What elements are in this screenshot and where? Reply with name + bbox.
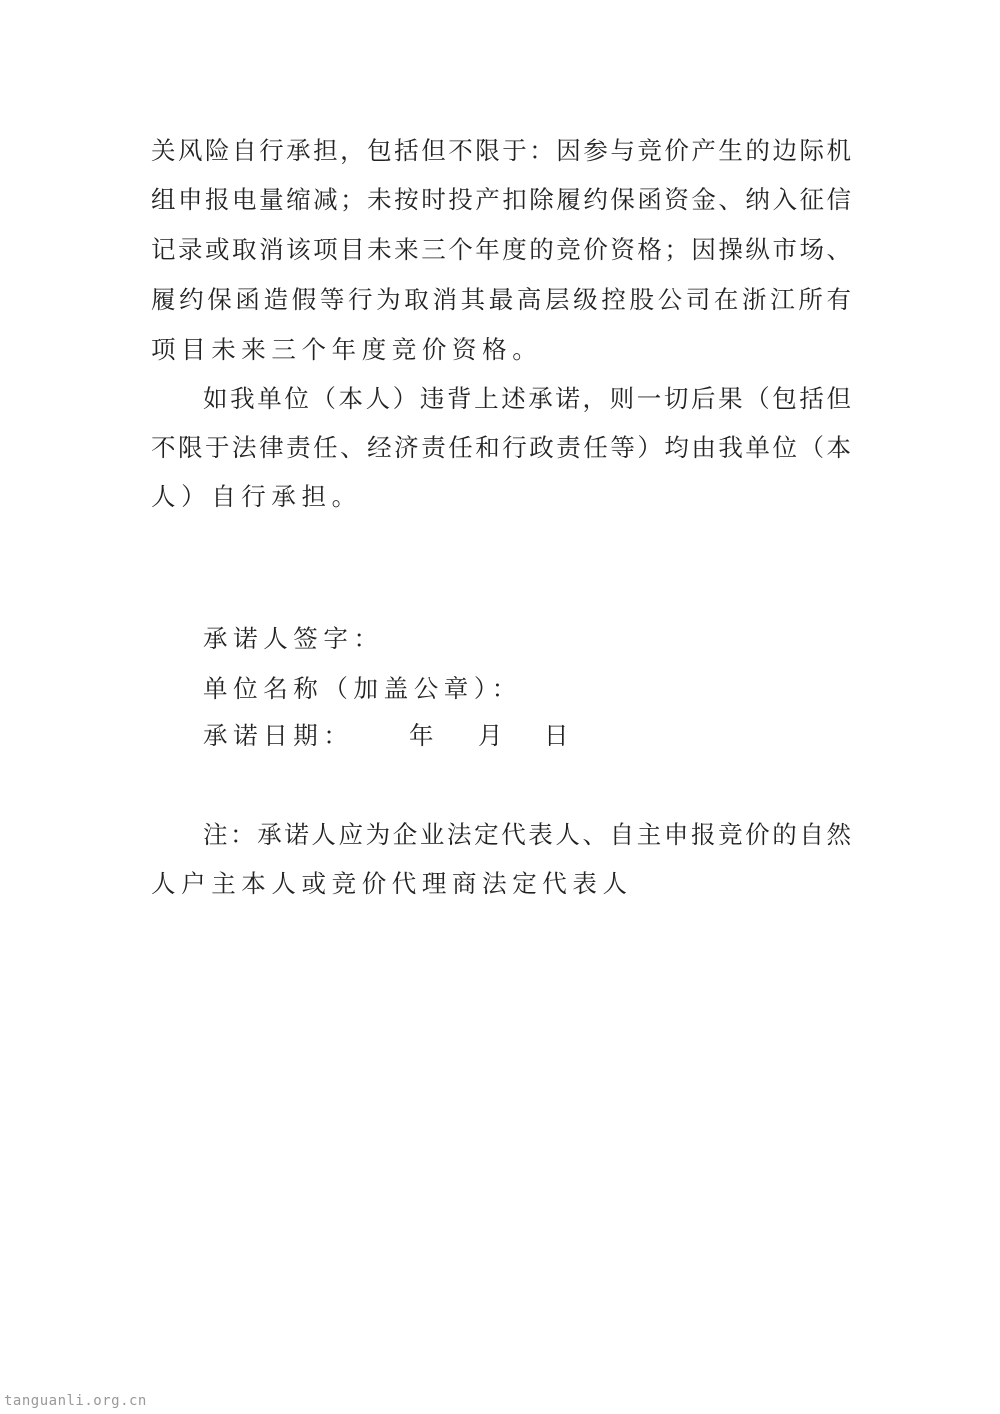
paragraph-line: 项目未来三个年度竞价资格。 — [151, 335, 543, 364]
note-line: 注：承诺人应为企业法定代表人、自主申报竞价的自然 — [203, 820, 851, 849]
date-label: 承诺日期： — [203, 721, 354, 750]
note-line: 人户主本人或竞价代理商法定代表人 — [151, 869, 633, 898]
signer-label: 承诺人签字： — [203, 624, 384, 653]
date-month: 月 — [478, 721, 509, 750]
paragraph-line: 人）自行承担。 — [151, 482, 362, 511]
watermark: tanguanli.org.cn — [4, 1393, 147, 1409]
paragraph-line: 如我单位（本人）违背上述承诺，则一切后果（包括但 — [203, 384, 851, 413]
date-day: 日 — [544, 721, 575, 750]
paragraph-line: 履约保函造假等行为取消其最高层级控股公司在浙江所有 — [151, 285, 851, 314]
paragraph-line: 记录或取消该项目未来三个年度的竞价资格；因操纵市场、 — [151, 235, 851, 264]
date-year: 年 — [409, 721, 440, 750]
paragraph-line: 关风险自行承担，包括但不限于：因参与竞价产生的边际机 — [151, 136, 851, 165]
paragraph-line: 不限于法律责任、经济责任和行政责任等）均由我单位（本 — [151, 433, 851, 462]
paragraph-line: 组申报电量缩减；未按时投产扣除履约保函资金、纳入征信 — [151, 185, 851, 214]
unit-name-label: 单位名称（加盖公章）： — [203, 674, 522, 703]
